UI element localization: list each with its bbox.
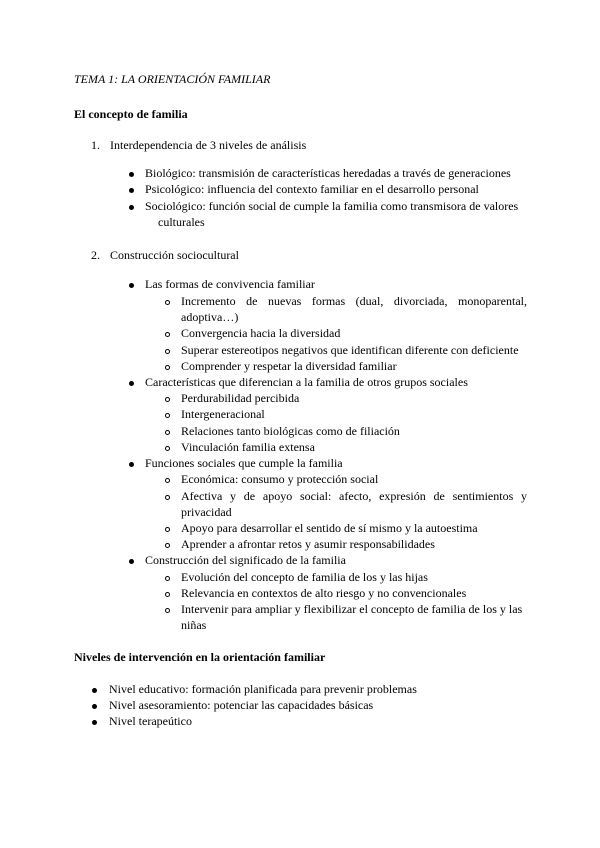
bullet-icon [92, 704, 97, 709]
circle-bullet-icon [165, 332, 170, 337]
sub-list-item: Apoyo para desarrollar el sentido de sí mismo y la autoestima [181, 521, 478, 535]
section-heading-concepto: El concepto de familia [74, 107, 188, 121]
sub-list-item: Económica: consumo y protección social [181, 472, 379, 486]
list-item: Psicológico: influencia del contexto familiar en el desarrollo personal [145, 182, 479, 196]
sub-list-item: Evolución del concepto de familia de los y las hijas [181, 570, 428, 584]
circle-bullet-icon [165, 365, 170, 370]
sub-list-item: Convergencia hacia la diversidad [181, 326, 341, 340]
list-item: Nivel asesoramiento: potenciar las capacidades básicas [109, 698, 374, 712]
list-item: Nivel terapeútico [109, 714, 192, 728]
circle-bullet-icon [165, 430, 170, 435]
group-label: Características que diferencian a la familia de otros grupos sociales [145, 375, 468, 389]
circle-bullet-icon [165, 349, 170, 354]
bullet-icon [129, 559, 134, 564]
list-item-label: Interdependencia de 3 niveles de análisis [110, 138, 307, 152]
list-item-label: Construcción sociocultural [110, 248, 239, 262]
sub-list-item: Perdurabilidad percibida [181, 391, 300, 405]
circle-bullet-icon [165, 527, 170, 532]
sub-list-item: Intervenir para ampliar y flexibilizar el concepto de familia de los y las [181, 602, 523, 616]
circle-bullet-icon [165, 478, 170, 483]
sub-list-item: Relevancia en contextos de alto riesgo y no convencionales [181, 586, 467, 600]
document-title: TEMA 1: LA ORIENTACIÓN FAMILIAR [74, 72, 271, 86]
list-number-2: 2. [91, 248, 100, 262]
circle-bullet-icon [165, 300, 170, 305]
circle-bullet-icon [165, 592, 170, 597]
sub-list-item: Vinculación familia extensa [181, 440, 315, 454]
bullet-icon [92, 688, 97, 693]
circle-bullet-icon [165, 446, 170, 451]
group-label: Las formas de convivencia familiar [145, 277, 315, 291]
circle-bullet-icon [165, 576, 170, 581]
list-item: Biológico: transmisión de características heredadas a través de generaciones [145, 166, 511, 180]
sub-list-item: Aprender a afrontar retos y asumir responsabilidades [181, 537, 435, 551]
circle-bullet-icon [165, 397, 170, 402]
sub-list-item: Relaciones tanto biológicas como de filiación [181, 424, 400, 438]
circle-bullet-icon [165, 495, 170, 500]
sub-list-item: Comprender y respetar la diversidad familiar [181, 359, 397, 373]
list-item: Sociológico: función social de cumple la familia como transmisora de valores [145, 199, 519, 213]
sub-list-item: Superar estereotipos negativos que identifican diferente con deficiente [181, 343, 519, 357]
bullet-icon [129, 462, 134, 467]
list-item-continuation: culturales [158, 215, 205, 229]
section-heading-niveles: Niveles de intervención en la orientación familiar [74, 650, 326, 664]
list-number-1: 1. [91, 138, 100, 152]
sub-list-item-continuation: niñas [181, 618, 207, 632]
circle-bullet-icon [165, 413, 170, 418]
sub-list-item: Afectiva y de apoyo social: afecto, expresión de sentimientos y [181, 489, 527, 503]
list-item: Nivel educativo: formación planificada para prevenir problemas [109, 682, 417, 696]
group-label: Construcción del significado de la familia [145, 553, 346, 567]
bullet-icon [92, 720, 97, 725]
bullet-icon [129, 283, 134, 288]
bullet-icon [129, 172, 134, 177]
group-label: Funciones sociales que cumple la familia [145, 456, 343, 470]
circle-bullet-icon [165, 608, 170, 613]
bullet-icon [129, 205, 134, 210]
sub-list-item-continuation: privacidad [181, 505, 232, 519]
sub-list-item: Incremento de nuevas formas (dual, divorciada, monoparental, [181, 294, 527, 308]
bullet-icon [129, 381, 134, 386]
sub-list-item: Intergeneracional [181, 407, 265, 421]
bullet-icon [129, 188, 134, 193]
sub-list-item-continuation: adoptiva…) [181, 310, 239, 324]
circle-bullet-icon [165, 543, 170, 548]
